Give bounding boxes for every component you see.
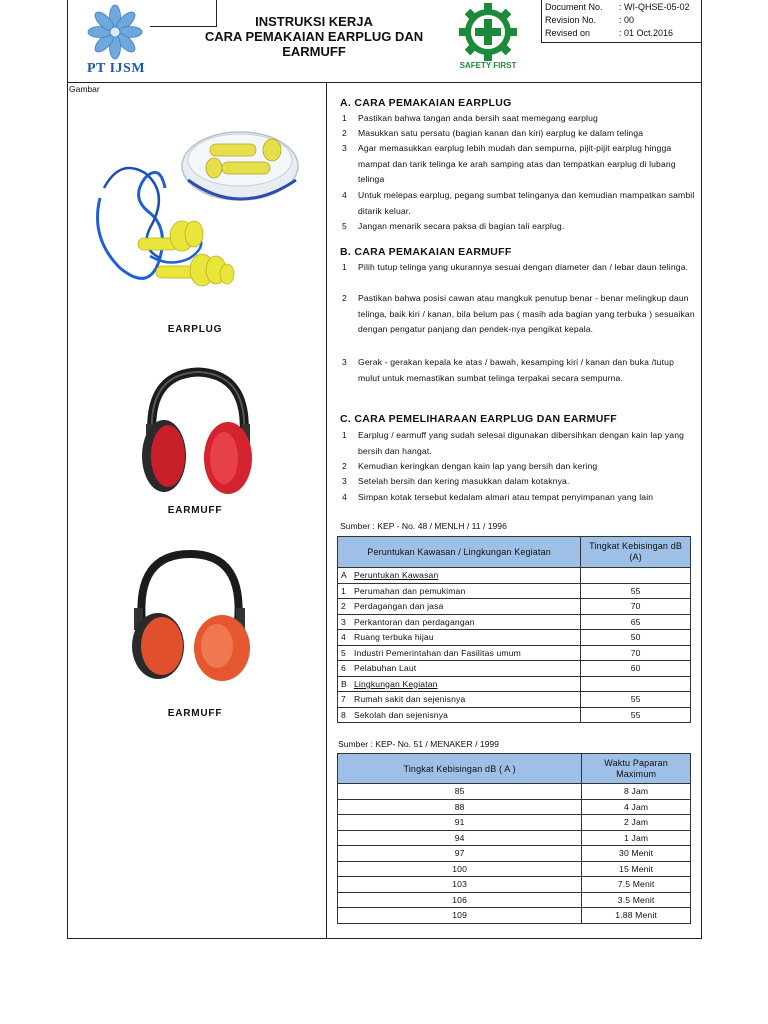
- table1-row: [338, 661, 691, 677]
- table1-row-number: A: [341, 570, 347, 581]
- table2-row: [338, 861, 691, 877]
- section-b-heading: B. CARA PEMAKAIAN EARMUFF: [340, 246, 512, 258]
- safety-first-logo: [454, 2, 522, 72]
- table1-zone-cell: [338, 568, 581, 584]
- table2-time-cell: 1 Jam: [582, 830, 691, 846]
- table2-time-cell: 30 Menit: [582, 846, 691, 862]
- table1-row: [338, 614, 691, 630]
- earmuff-caption-1: EARMUFF: [167, 505, 223, 516]
- table2-db-cell: 88: [338, 799, 582, 815]
- revised-value: : 01 Oct.2016: [619, 28, 674, 38]
- table1-level-cell: 70: [581, 599, 691, 615]
- doc-no-value: : WI-QHSE-05-02: [619, 2, 690, 12]
- table1-row: [338, 583, 691, 599]
- table2-row: [338, 908, 691, 924]
- table1-level-cell: [581, 568, 691, 584]
- table1-row: [338, 645, 691, 661]
- table1-level-cell: 60: [581, 661, 691, 677]
- table1-row: [338, 568, 691, 584]
- table1-zone-cell: [338, 676, 581, 692]
- table2-db-cell: 109: [338, 908, 582, 924]
- meta-box-bottom: [541, 42, 702, 43]
- table2-row: [338, 877, 691, 893]
- revision-label: Revision No.: [545, 15, 597, 25]
- table1-zone-cell: [338, 707, 581, 723]
- table1-zone-cell: [338, 661, 581, 677]
- section-c-heading: C. CARA PEMELIHARAAN EARPLUG DAN EARMUFF: [340, 413, 618, 425]
- table1-row-label: Ruang terbuka hijau: [354, 632, 434, 643]
- table1-row: [338, 676, 691, 692]
- company-name: PT IJSM: [86, 61, 146, 76]
- table2-db-cell: 97: [338, 846, 582, 862]
- frame-bottom: [67, 938, 702, 939]
- table1-level-cell: 55: [581, 707, 691, 723]
- gear-cross-icon: [454, 2, 522, 62]
- table2-header-row: [338, 754, 691, 784]
- earmuff-image-red: [138, 366, 258, 496]
- table1-zone-cell: [338, 599, 581, 615]
- noise-zone-table: [337, 536, 691, 723]
- earmuff-image-orange: [124, 548, 254, 682]
- earplug-caption: EARPLUG: [167, 324, 223, 335]
- table1-row-number: 8: [341, 709, 346, 720]
- table2-db-cell: 91: [338, 815, 582, 831]
- table1-header-zone: Peruntukan Kawasan / Lingkungan Kegiatan: [338, 537, 581, 568]
- table2-time-cell: 8 Jam: [582, 784, 691, 800]
- table2-time-cell: 15 Menit: [582, 861, 691, 877]
- table1-zone-cell: [338, 645, 581, 661]
- table1-level-cell: 50: [581, 630, 691, 646]
- table1-row: [338, 707, 691, 723]
- table2-source: Sumber : KEP- No. 51 / MENAKER / 1999: [338, 739, 499, 749]
- flower-logo-icon: [82, 4, 148, 60]
- table2-time-cell: 3.5 Menit: [582, 892, 691, 908]
- table1-level-cell: 65: [581, 614, 691, 630]
- table1-row-label: Perumahan dan pemukiman: [354, 585, 466, 596]
- table2-header-time: Waktu Paparan Maximum: [582, 754, 691, 784]
- table1-row: [338, 630, 691, 646]
- title-line-3: EARMUFF: [282, 44, 346, 59]
- table1-zone-cell: [338, 692, 581, 708]
- company-logo: [82, 4, 148, 60]
- table1-level-cell: 55: [581, 692, 691, 708]
- table1-row-label: Pelabuhan Laut: [354, 663, 417, 674]
- table1-row-label: Rumah sakit dan sejenisnya: [354, 694, 466, 705]
- table1-header-row: [338, 537, 691, 568]
- table1-row: [338, 599, 691, 615]
- table1-row: [338, 692, 691, 708]
- earplug-image: [90, 118, 310, 308]
- table1-row-label: Perkantoran dan perdagangan: [354, 616, 475, 627]
- title-line-2: CARA PEMAKAIAN EARPLUG DAN: [204, 29, 424, 44]
- table2-row: [338, 892, 691, 908]
- table2-row: [338, 784, 691, 800]
- doc-title: [180, 14, 448, 59]
- table1-row-label: Sekolah dan sejenisnya: [354, 709, 449, 720]
- table1-level-cell: 55: [581, 583, 691, 599]
- doc-no-label: Document No.: [545, 2, 603, 12]
- table1-row-number: 5: [341, 647, 346, 658]
- table1-row-label: Lingkungan Kegiatan: [354, 678, 438, 689]
- table1-row-number: 6: [341, 663, 346, 674]
- table1-row-number: 4: [341, 632, 346, 643]
- table2-row: [338, 830, 691, 846]
- table2-db-cell: 94: [338, 830, 582, 846]
- safety-first-text: SAFETY FIRST: [459, 61, 517, 70]
- table1-row-label: Perdagangan dan jasa: [354, 601, 444, 612]
- earmuff-caption-2: EARMUFF: [167, 708, 223, 719]
- table1-row-number: 7: [341, 694, 346, 705]
- table1-source: Sumber : KEP - No. 48 / MENLH / 11 / 1996: [340, 521, 507, 531]
- table1-row-label: Industri Pemerintahan dan Fasilitas umum: [354, 647, 521, 658]
- table2-header-db: Tingkat Kebisingan dB ( A ): [338, 754, 582, 784]
- frame-left: [67, 0, 68, 939]
- gambar-label: Gambar: [69, 84, 100, 94]
- table2-row: [338, 846, 691, 862]
- title-line-1: INSTRUKSI KERJA: [255, 14, 373, 29]
- table1-row-number: B: [341, 678, 347, 689]
- table1-zone-cell: [338, 630, 581, 646]
- table1-row-number: 3: [341, 616, 346, 627]
- table1-header-level: Tingkat Kebisingan dB (A): [581, 537, 691, 568]
- revision-value: : 00: [619, 15, 635, 25]
- table2-time-cell: 4 Jam: [582, 799, 691, 815]
- meta-box-left: [541, 0, 542, 43]
- table1-row-label: Peruntukan Kawasan: [354, 570, 439, 581]
- table2-time-cell: 1.88 Menit: [582, 908, 691, 924]
- table2-row: [338, 815, 691, 831]
- table1-zone-cell: [338, 583, 581, 599]
- table2-db-cell: 85: [338, 784, 582, 800]
- table1-level-cell: [581, 676, 691, 692]
- table2-db-cell: 103: [338, 877, 582, 893]
- frame-right: [701, 0, 702, 939]
- table2-db-cell: 106: [338, 892, 582, 908]
- table1-row-number: 1: [341, 585, 346, 596]
- table2-time-cell: 2 Jam: [582, 815, 691, 831]
- exposure-time-table: [337, 753, 691, 924]
- table1-row-number: 2: [341, 601, 346, 612]
- table1-zone-cell: [338, 614, 581, 630]
- table2-time-cell: 7.5 Menit: [582, 877, 691, 893]
- revised-label: Revised on: [545, 28, 591, 38]
- header-bottom-line: [67, 82, 702, 83]
- table2-row: [338, 799, 691, 815]
- column-divider: [326, 83, 327, 939]
- table1-level-cell: 70: [581, 645, 691, 661]
- section-a-heading: A. CARA PEMAKAIAN EARPLUG: [340, 97, 512, 109]
- table2-db-cell: 100: [338, 861, 582, 877]
